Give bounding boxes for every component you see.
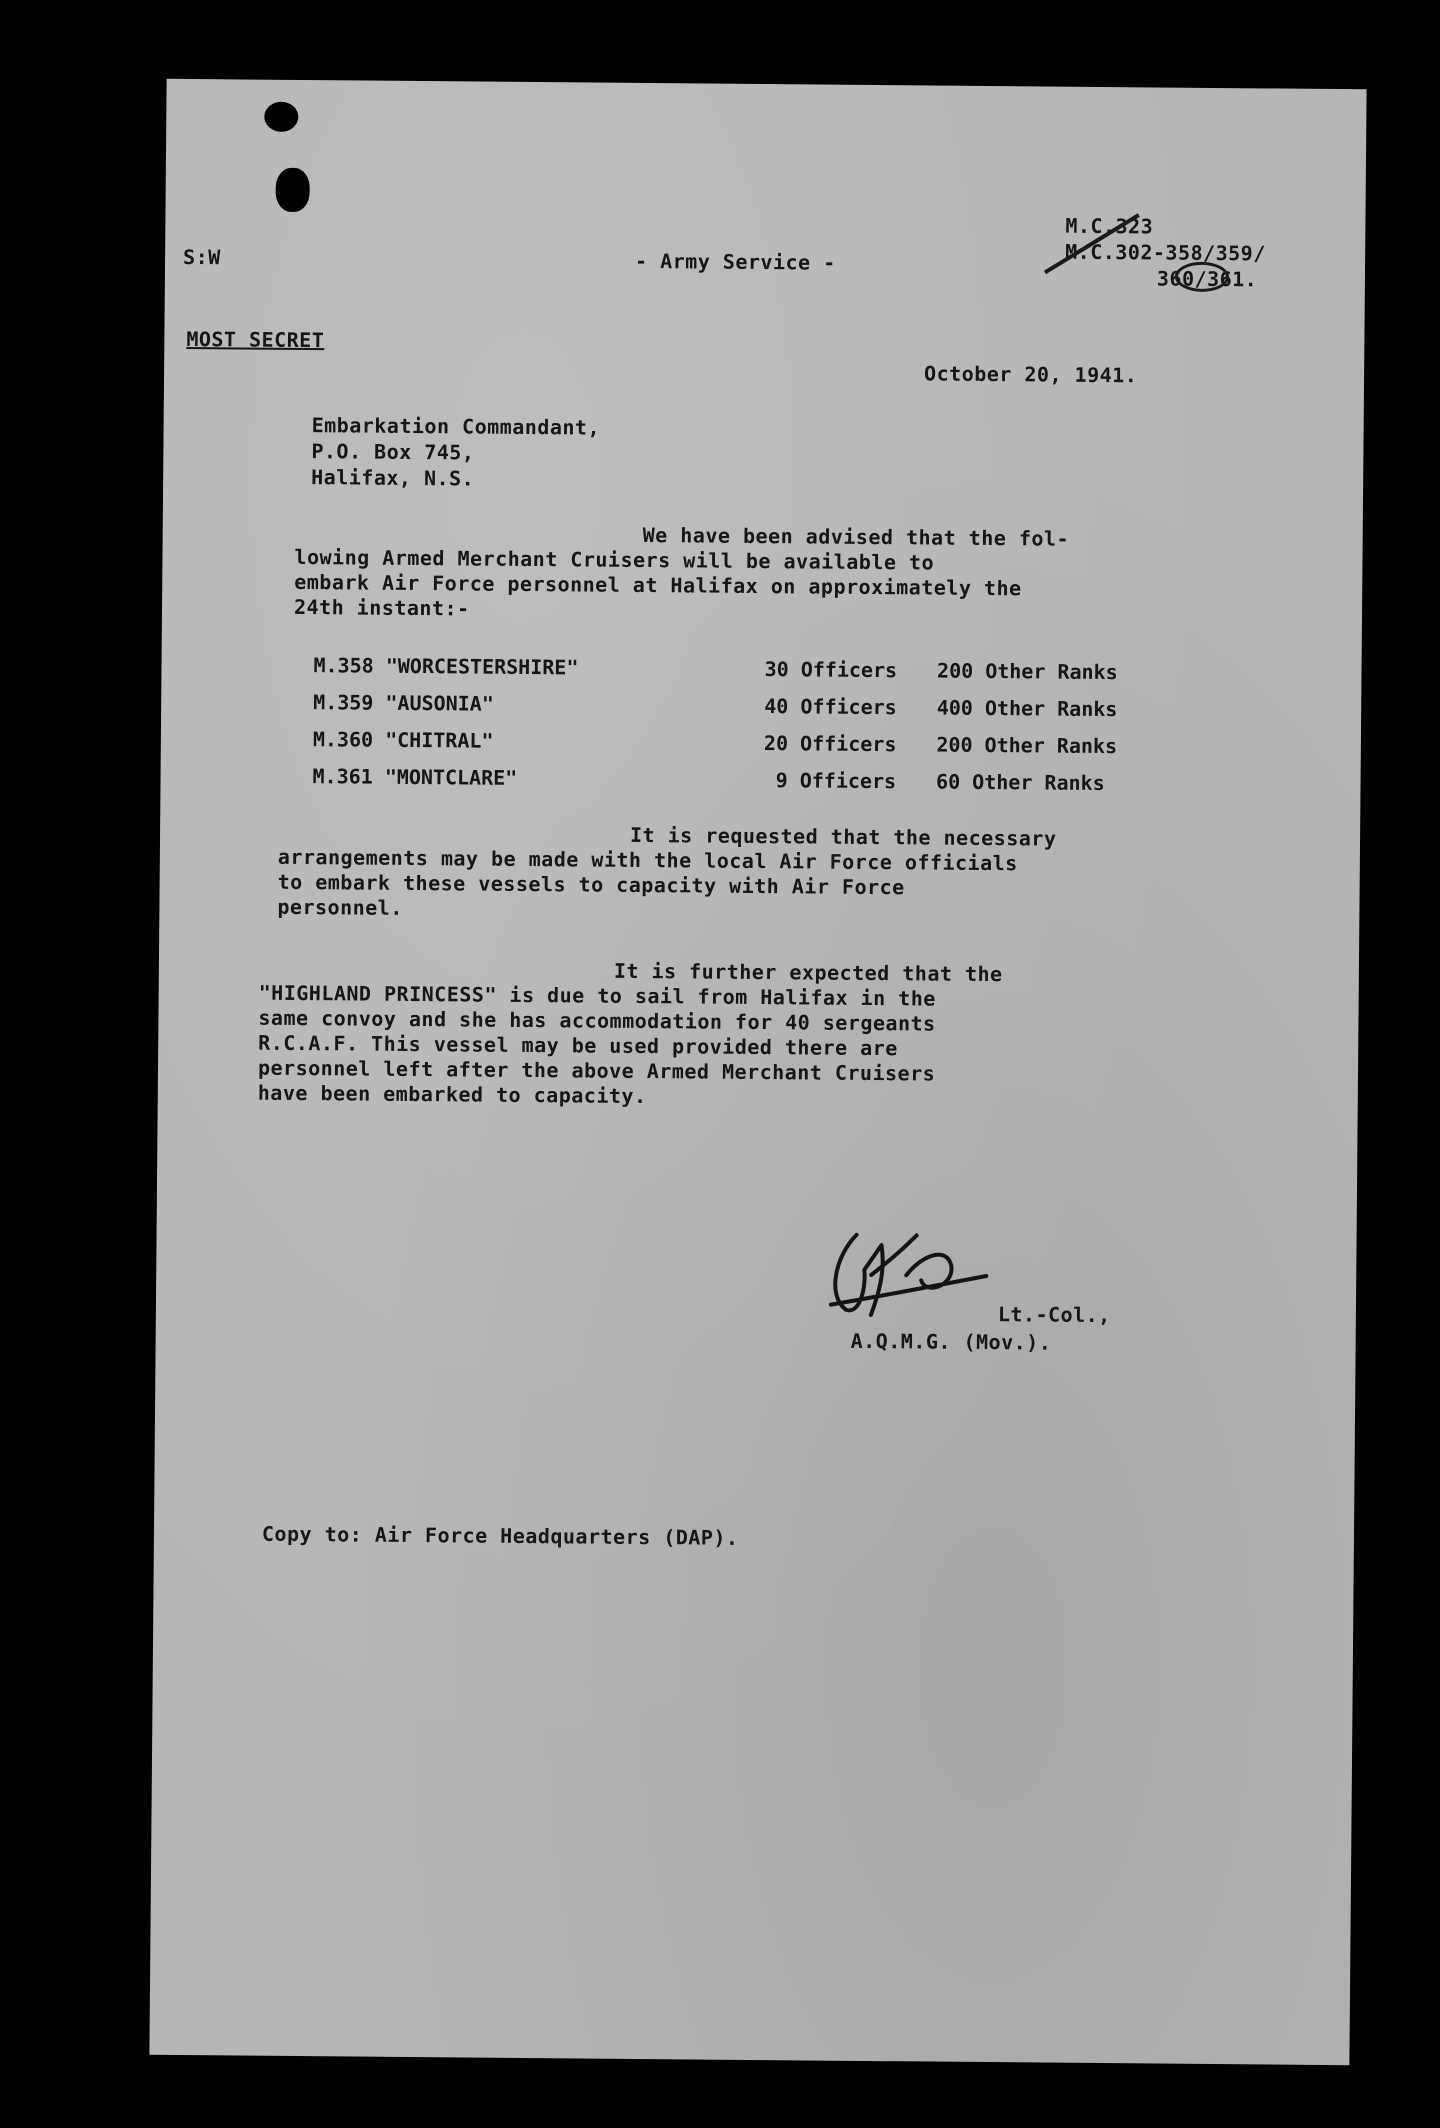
file-ref-line: M.C.302-358/359/ — [1065, 239, 1266, 266]
document-page — [149, 79, 1366, 2065]
vessel-name: M.358 "WORCESTERSHIRE" — [313, 652, 579, 679]
paragraph-line: embark Air Force personnel at Halifax on approximately the — [294, 569, 1022, 601]
addressee-line: P.O. Box 745, — [311, 439, 475, 465]
paragraph-line: R.C.A.F. This vessel may be used provided there are — [258, 1030, 898, 1061]
vessel-officers: 9 Officers — [775, 767, 897, 793]
paragraph-line: have been embarked to capacity. — [257, 1080, 647, 1109]
service-heading: - Army Service - — [634, 248, 836, 275]
vessel-other-ranks: 400 Other Ranks — [936, 695, 1118, 721]
classification-marking: MOST SECRET — [186, 326, 325, 353]
punch-hole — [264, 102, 298, 132]
paragraph-line: "HIGHLAND PRINCESS" is due to sail from Halifax in the — [258, 980, 936, 1011]
vessel-name: M.361 "MONTCLARE" — [312, 763, 518, 790]
vessel-name: M.360 "CHITRAL" — [312, 726, 494, 753]
paragraph-line: We have been advised that the fol- — [642, 522, 1070, 551]
handwritten-circle-mark — [1175, 262, 1229, 292]
paragraph-line: lowing Armed Merchant Cruisers will be available to — [294, 544, 935, 575]
paragraph-line: to embark these vessels to capacity with Air Force — [277, 869, 905, 900]
paragraph-line: personnel left after the above Armed Merchant Cruisers — [257, 1055, 936, 1086]
vessel-other-ranks: 200 Other Ranks — [936, 658, 1118, 684]
reference-initials: S:W — [182, 244, 221, 270]
paragraph-line: same convoy and she has accommodation for 40 sergeants — [258, 1005, 936, 1036]
paragraph-line: arrangements may be made with the local Air Force officials — [277, 844, 1018, 876]
vessel-officers: 40 Officers — [764, 693, 897, 719]
addressee-line: Halifax, N.S. — [311, 465, 475, 491]
paragraph-line: 24th instant:- — [293, 594, 470, 621]
signature-title: Lt.-Col., — [997, 1302, 1111, 1328]
paragraph-line: It is requested that the necessary — [629, 822, 1057, 851]
vessel-table — [312, 646, 1213, 802]
signature-appointment: A.Q.M.G. (Mov.). — [850, 1328, 1052, 1355]
file-ref-line: M.C.323 — [1065, 213, 1154, 239]
table-row — [312, 757, 1212, 802]
paragraph-line: personnel. — [277, 894, 403, 920]
vessel-officers: 20 Officers — [763, 730, 897, 756]
letter-date: October 20, 1941. — [923, 361, 1138, 388]
vessel-other-ranks: 60 Other Ranks — [936, 769, 1105, 795]
vessel-other-ranks: 200 Other Ranks — [936, 732, 1118, 758]
addressee-line: Embarkation Commandant, — [311, 413, 601, 440]
handwritten-signature — [826, 1215, 997, 1326]
copy-to-line: Copy to: Air Force Headquarters (DAP). — [261, 1521, 739, 1550]
paragraph-line: It is further expected that the — [613, 958, 1003, 987]
file-ref-line: 360/361. — [1156, 266, 1258, 292]
vessel-name: M.359 "AUSONIA" — [313, 689, 494, 716]
vessel-officers: 30 Officers — [764, 656, 898, 682]
punch-hole — [275, 168, 309, 212]
